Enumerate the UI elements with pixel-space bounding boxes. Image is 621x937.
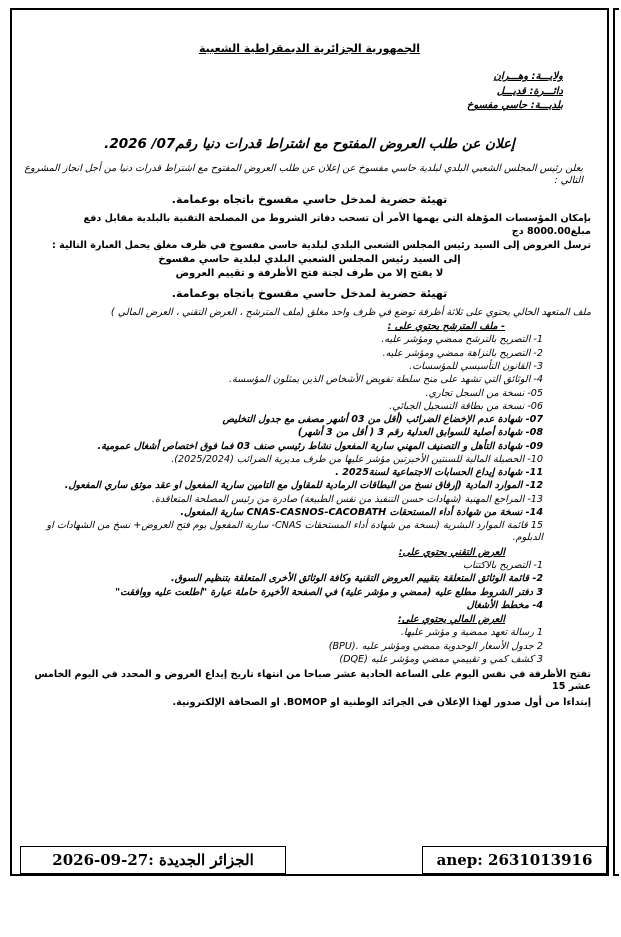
daira-line: دائـــرة: قديـــل bbox=[496, 85, 563, 97]
list-item: 3 دفتر الشروط مطلع عليه (ممضي و مؤشر علية) في الصفحة الأخيرة حاملة عبارة "اطلعت عليه ووافقت" bbox=[115, 586, 543, 598]
notice-frame bbox=[10, 8, 609, 876]
financial-offer-list bbox=[24, 627, 595, 666]
list-item: 10- الحصيلة المالية للسنتين الأخيرتين مؤشر عليها من طرف مديرية الضرائب (2025/2024). bbox=[171, 453, 543, 465]
list-item: 2 جدول الأسعار الوحدوية ممضي ومؤشر عليه .(BPU) bbox=[328, 640, 543, 652]
baladia-line: بلديـــة: حاسي مفسوخ bbox=[466, 100, 563, 112]
list-item: 1- التصريح بالاكتتاب bbox=[462, 559, 543, 571]
list-item: 07- شهادة عدم الإخضاع الضرائب (أقل من 03 أشهر مصفى مع جدول التخليص bbox=[222, 414, 543, 426]
withdrawal-paragraph: بإمكان المؤسسات المؤهلة التي يهمها الأمر أن تسحب دفاتر الشروط من المصلحة التقنية بالبلدية مقابل دفع مبلغ8000.00 دج bbox=[83, 213, 591, 237]
project-heading: تهيئة حضرية لمدخل حاسي مفسوخ باتجاه بوعمامة. bbox=[171, 193, 448, 207]
list-item: 09- شهادة التأهل و التصنيف المهني سارية المفعول نشاط رئيسي صنف 03 فما فوق اختصاص أشغال عمومية. bbox=[97, 440, 543, 452]
list-item: 4- مخطط الأشغال bbox=[466, 599, 543, 611]
project-heading-repeat: تهيئة حضرية لمدخل حاسي مفسوخ باتجاه بوعمامة. bbox=[171, 286, 448, 300]
addressee-line: إلى السيد رئيس المجلس الشعبي البلدي لبلدية حاسي مفسوخ bbox=[158, 254, 461, 266]
notice-footer bbox=[10, 846, 609, 876]
list-item: 14- نسخة من شهادة أداء المستحقات CNAS-CASNOS-CACOBATH سارية المفعول. bbox=[180, 506, 543, 518]
list-item: 4- الوثائق التي تشهد على منح سلطة تفويض الأشخاص الذين يمثلون المؤسسة. bbox=[228, 374, 543, 386]
list-item: 3 كشف كمي و تقييمي ممضي ومؤشر عليه (DQE) bbox=[339, 653, 543, 665]
list-item: 1- التصريح بالترشح ممضي ومؤشر عليه. bbox=[381, 334, 543, 346]
list-item: 08- شهادة أصلية للسوابق العدلية رقم 3 ( أقل من 3 أشهر) bbox=[297, 427, 543, 439]
candidate-file-list bbox=[24, 334, 595, 544]
notice-document bbox=[12, 10, 607, 709]
anep-number-box: anep: 2631013916 bbox=[422, 846, 607, 874]
republic-header: الجمهورية الجزائرية الديمقراطية الشعبية bbox=[199, 42, 420, 55]
list-item: 11- شهادة إيداع الحسابات الاجتماعية لسنة2025 . bbox=[335, 467, 543, 479]
no-open-line: لا يفتح إلا من طرف لجنة فتح الأظرفة و تقييم العروض bbox=[175, 268, 444, 280]
list-item: 2- التصريح بالنزاهة ممضي ومؤشر عليه. bbox=[382, 347, 543, 359]
list-item: 05- نسخة من السجل تجاري. bbox=[425, 387, 543, 399]
list-item: 12- الموارد المادية (إرفاق نسخ من البطاقات الرمادية للمقاول مع التامين سارية المفعول او عقد موثق ساري المفعول. bbox=[64, 480, 543, 492]
wilaya-line: ولايـــة: وهـــران bbox=[493, 71, 563, 83]
submission-paragraph: ترسل العروض إلى السيد رئيس المجلس الشعبي البلدي لبلدية حاسي مفسوخ في ظرف مغلق يحمل العبارة التالية : bbox=[51, 239, 591, 251]
publication-line: إبتداءا من أول صدور لهذا الإعلان في الجرائد الوطنية او BOMOP. او الصحافة الإلكترونية. bbox=[172, 696, 591, 708]
technical-offer-heading: العرض التقني يحتوي على: bbox=[398, 546, 505, 558]
financial-offer-heading: العرض المالي يحتوي على: bbox=[397, 614, 505, 626]
list-item: 2- قائمة الوثائق المتعلقة بتقييم العروض التقنية وكافة الوثائق الأخرى المتعلقة بتنظيم السوق. bbox=[170, 573, 543, 585]
list-item: 06- نسخة من بطاقة التسجيل الجبائي. bbox=[389, 400, 543, 412]
adjacent-column-edge bbox=[613, 8, 619, 876]
opening-date-line: تفتح الأظرفة في نفس اليوم على الساعة الحادية عشر صباحا من انتهاء تاريخ إيداع العروض و المحدد في اليوم الخامس عشر 15 bbox=[34, 669, 591, 693]
newspaper-date-box: الجزائر الجديدة :27-09-2026 bbox=[20, 846, 286, 874]
list-item: 3- القانون التأسيسي للمؤسسات. bbox=[409, 360, 543, 372]
technical-offer-list bbox=[24, 560, 595, 612]
notice-title: إعلان عن طلب العروض المفتوح مع اشتراط قدرات دنيا رقم07/ 2026. bbox=[104, 135, 515, 152]
list-item: 1 رسالة تعهد ممضية و مؤشر عليها. bbox=[400, 627, 543, 639]
candidate-file-heading: - ملف المترشح يحتوي على : bbox=[387, 321, 505, 333]
list-item: 13- المراجع المهنية (شهادات حسن التنفيذ من نفس الطبيعة) صادرة من رئيس المصلحة المتعاقدة. bbox=[151, 493, 543, 505]
list-item: 15 قائمة الموارد البشرية (نسخة من شهادة أداء المستحقات CNAS- سارية المفعول يوم فتح العروض+ نسخ من الشهادات او الدبلوم. bbox=[46, 520, 543, 544]
file-description: ملف المتعهد الحالي يحتوي على ثلاثة أظرفة توضع في ظرف واحد مغلق (ملف المترشح ، العرض التقني ، العرض المالي ) bbox=[110, 306, 591, 318]
notice-intro: يعلن رئيس المجلس الشعبي البلدي لبلدية حاسي مفسوخ عن إعلان عن طلب العروض المفتوح مع اشتراط قدرات دنيا من أجل انجاز المشروع التالي : bbox=[24, 162, 583, 187]
